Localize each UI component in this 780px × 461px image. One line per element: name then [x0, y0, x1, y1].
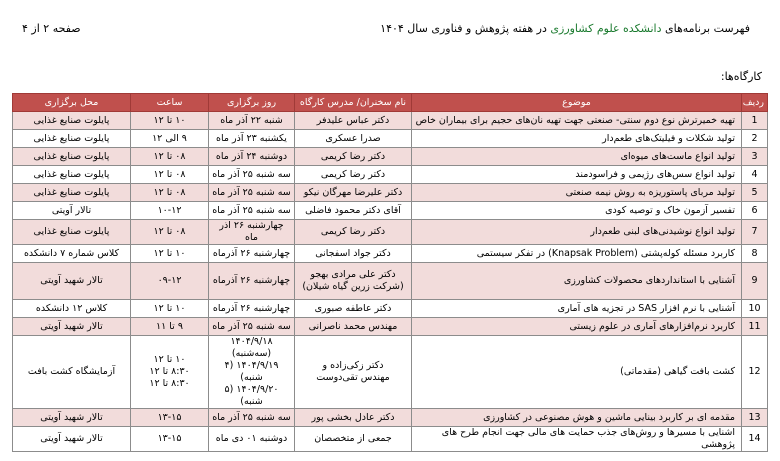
- page-number: صفحه ۲ از ۴: [22, 22, 81, 35]
- table-row: [13, 148, 768, 166]
- cell-time: ۱۰ تا ۱۲: [131, 300, 209, 318]
- col-header-row: ردیف: [742, 94, 768, 112]
- cell-topic: کاربرد مسئله کوله‌پشتی (Knapsak Problem) در تفکر سیستمی: [412, 245, 742, 263]
- table-row: [13, 336, 768, 409]
- cell-row: 9: [742, 263, 768, 300]
- cell-row: 3: [742, 148, 768, 166]
- cell-time: ۹ تا ۱۱: [131, 318, 209, 336]
- cell-speaker: دکتر علیرضا مهرگان نیکو: [295, 184, 412, 202]
- cell-place: تالار آویتی: [13, 202, 131, 220]
- cell-place: کلاس شماره ۷ دانشکده: [13, 245, 131, 263]
- cell-time: ۰۸ تا ۱۲: [131, 166, 209, 184]
- table-row: [13, 166, 768, 184]
- table-row: [13, 220, 768, 245]
- table-row: [13, 300, 768, 318]
- cell-place: پایلوت صنایع غذایی: [13, 112, 131, 130]
- cell-time: ۱۰ تا ۱۲: [131, 112, 209, 130]
- title-faculty-highlight: دانشکده علوم کشاورزی: [550, 22, 662, 35]
- cell-date: دوشنبه ۲۴ آذر ماه: [209, 148, 295, 166]
- cell-topic: آشنایی با مسیرها و روش‌های جذب حمایت های مالی جهت انجام طرح های پژوهشی: [412, 427, 742, 452]
- cell-speaker: دکتر علی مرادی بهجو (شرکت زرین گیاه شیلان): [295, 263, 412, 300]
- cell-row: 14: [742, 427, 768, 452]
- cell-topic: مقدمه ای بر کاربرد بینایی ماشین و هوش مصنوعی در کشاورزی: [412, 409, 742, 427]
- cell-topic: تولید مربای پاستوریزه به روش نیمه صنعتی: [412, 184, 742, 202]
- cell-place: پایلوت صنایع غذایی: [13, 220, 131, 245]
- cell-date: شنبه ۲۲ آذر ماه: [209, 112, 295, 130]
- page-header: [0, 22, 780, 42]
- cell-speaker: دکتر رضا کریمی: [295, 148, 412, 166]
- table-row: [13, 130, 768, 148]
- title-suffix: در هفته پژوهش و فناوری سال ۱۴۰۴: [380, 22, 551, 35]
- table-row: [13, 245, 768, 263]
- cell-time: ۹ الی ۱۲: [131, 130, 209, 148]
- cell-topic: آشنایی با نرم افزار SAS در تجزیه های آماری: [412, 300, 742, 318]
- cell-speaker: دکتر رضا کریمی: [295, 220, 412, 245]
- table-row: [13, 112, 768, 130]
- cell-date: چهارشنبه ۲۶ آذرماه: [209, 263, 295, 300]
- cell-speaker: مهندس محمد ناصرانی: [295, 318, 412, 336]
- cell-row: 10: [742, 300, 768, 318]
- cell-time: ۱۳-۱۵: [131, 409, 209, 427]
- cell-topic: تفسیر آزمون خاک و توصیه کودی: [412, 202, 742, 220]
- cell-row: 7: [742, 220, 768, 245]
- cell-row: 11: [742, 318, 768, 336]
- table-row: [13, 318, 768, 336]
- cell-speaker: دکتر عاطفه صبوری: [295, 300, 412, 318]
- col-header-date: روز برگزاری: [209, 94, 295, 112]
- table-body: [13, 112, 768, 452]
- cell-place: تالار شهید آویتی: [13, 409, 131, 427]
- cell-topic: تولید انواع سس‌های رژیمی و فراسودمند: [412, 166, 742, 184]
- cell-speaker: دکتر زکی‌زاده و مهندس تقی‌دوست: [295, 336, 412, 409]
- cell-date: چهارشنبه ۲۶ آذر ماه: [209, 220, 295, 245]
- cell-date: سه شنبه ۲۵ آذر ماه: [209, 202, 295, 220]
- col-header-topic: موضوع: [412, 94, 742, 112]
- cell-place: تالار شهید آویتی: [13, 318, 131, 336]
- cell-topic: تولید انواع ماست‌های میوه‌ای: [412, 148, 742, 166]
- document-title: [380, 22, 750, 35]
- cell-time: ۱۰ تا ۱۲: [131, 245, 209, 263]
- cell-date: یکشنبه ۲۳ آذر ماه: [209, 130, 295, 148]
- col-header-speaker: نام سخنران/ مدرس کارگاه: [295, 94, 412, 112]
- cell-date: چهارشنبه ۲۶ آذرماه: [209, 245, 295, 263]
- section-label-workshops: کارگاه‌ها:: [720, 70, 762, 83]
- col-header-time: ساعت: [131, 94, 209, 112]
- cell-date: سه شنبه ۲۵ آذر ماه: [209, 184, 295, 202]
- cell-time: ۰۸ تا ۱۲: [131, 148, 209, 166]
- cell-time: ۱۳-۱۵: [131, 427, 209, 452]
- cell-time: ۰۸ تا ۱۲: [131, 220, 209, 245]
- cell-date: سه شنبه ۲۵ آذر ماه: [209, 318, 295, 336]
- cell-time: ۱۰ تا ۱۲ ۸:۳۰ تا ۱۲ ۸:۳۰ تا ۱۲: [131, 336, 209, 409]
- cell-topic: کشت بافت گیاهی (مقدماتی): [412, 336, 742, 409]
- cell-place: کلاس ۱۲ دانشکده: [13, 300, 131, 318]
- cell-topic: تولید شکلات و فیلیتک‌های طعم‌دار: [412, 130, 742, 148]
- table-row: [13, 409, 768, 427]
- cell-row: 4: [742, 166, 768, 184]
- cell-speaker: جمعی از متخصصان: [295, 427, 412, 452]
- cell-speaker: دکتر جواد اسفجانی: [295, 245, 412, 263]
- cell-place: پایلوت صنایع غذایی: [13, 166, 131, 184]
- cell-date: ۱۴۰۴/۹/۱۸ (سه‌شنبه) ۱۴۰۴/۹/۱۹ (۴ شنبه) ۱۴۰۴/۹/۲۰ (۵ شنبه): [209, 336, 295, 409]
- cell-place: پایلوت صنایع غذایی: [13, 184, 131, 202]
- table-row: [13, 427, 768, 452]
- cell-place: پایلوت صنایع غذایی: [13, 130, 131, 148]
- cell-row: 13: [742, 409, 768, 427]
- cell-date: دوشنبه ۰۱ دی ماه: [209, 427, 295, 452]
- cell-place: پایلوت صنایع غذایی: [13, 148, 131, 166]
- cell-topic: تهیه خمیرترش نوع دوم سنتی- صنعتی جهت تهیه نان‌های حجیم برای بیماران خاص: [412, 112, 742, 130]
- table-header-row: [13, 94, 768, 112]
- cell-row: 8: [742, 245, 768, 263]
- cell-topic: کاربرد نرم‌افزارهای آماری در علوم زیستی: [412, 318, 742, 336]
- table-row: [13, 263, 768, 300]
- cell-time: ۰۹-۱۲: [131, 263, 209, 300]
- cell-speaker: صدرا عسکری: [295, 130, 412, 148]
- table-row: [13, 184, 768, 202]
- cell-speaker: آقای دکتر محمود فاضلی: [295, 202, 412, 220]
- cell-topic: تولید انواع نوشیدنی‌های لبنی طعم‌دار: [412, 220, 742, 245]
- cell-time: ۰۸ تا ۱۲: [131, 184, 209, 202]
- cell-speaker: دکتر عادل بخشی پور: [295, 409, 412, 427]
- col-header-place: محل برگزاری: [13, 94, 131, 112]
- cell-row: 6: [742, 202, 768, 220]
- cell-date: چهارشنبه ۲۶ آذرماه: [209, 300, 295, 318]
- cell-date: سه شنبه ۲۵ آذر ماه: [209, 166, 295, 184]
- workshops-table: [12, 93, 768, 452]
- cell-date: سه شنبه ۲۵ آذر ماه: [209, 409, 295, 427]
- cell-row: 12: [742, 336, 768, 409]
- cell-speaker: دکتر عباس علیدفر: [295, 112, 412, 130]
- cell-row: 2: [742, 130, 768, 148]
- cell-place: تالار شهید آویتی: [13, 427, 131, 452]
- cell-topic: آشنایی با استانداردهای محصولات کشاورزی: [412, 263, 742, 300]
- cell-row: 5: [742, 184, 768, 202]
- cell-place: آزمایشگاه کشت بافت: [13, 336, 131, 409]
- cell-time: ۱۰-۱۲: [131, 202, 209, 220]
- cell-place: تالار شهید آویتی: [13, 263, 131, 300]
- cell-speaker: دکتر رضا کریمی: [295, 166, 412, 184]
- table-row: [13, 202, 768, 220]
- title-prefix: فهرست برنامه‌های: [661, 22, 750, 35]
- cell-row: 1: [742, 112, 768, 130]
